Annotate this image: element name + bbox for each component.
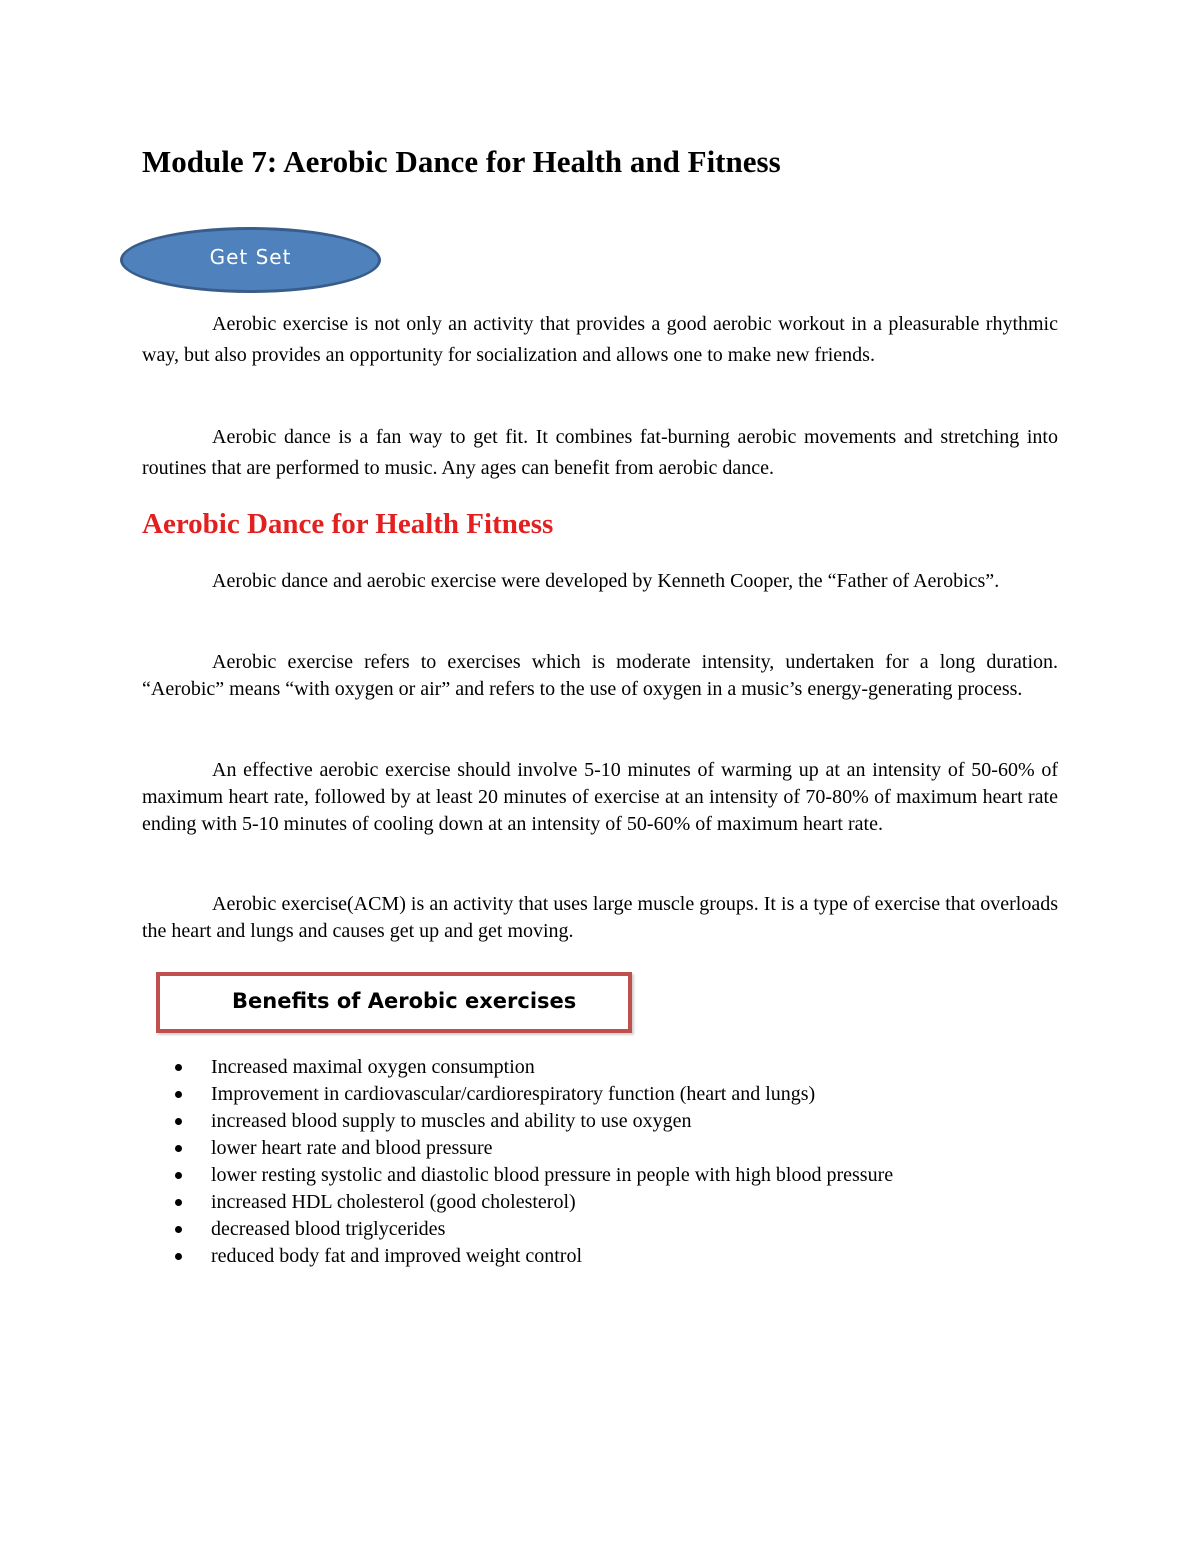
bullet-icon: [175, 1091, 182, 1098]
list-item: [175, 1189, 893, 1216]
list-item: [175, 1135, 893, 1162]
list-item-text: increased blood supply to muscles and ability to use oxygen: [211, 1110, 692, 1132]
list-item: [175, 1108, 893, 1135]
bullet-icon: [175, 1253, 182, 1260]
list-item: [175, 1081, 893, 1108]
bullet-icon: [175, 1064, 182, 1071]
benefits-title: Benefits of Aerobic exercises: [232, 989, 577, 1013]
bullet-icon: [175, 1226, 182, 1233]
bullet-icon: [175, 1172, 182, 1179]
benefits-title-box: [156, 972, 632, 1033]
bullet-icon: [175, 1118, 182, 1125]
intro-paragraph-1: Aerobic exercise is not only an activity that provides a good aerobic workout in a pleasurable rhythmic way, but also provides an opportunity for socialization and allows one to make new friends.: [142, 313, 1058, 366]
list-item: [175, 1216, 893, 1243]
module-title: Module 7: Aerobic Dance for Health and Fitness: [142, 144, 781, 179]
section-paragraph-1: Aerobic dance and aerobic exercise were developed by Kenneth Cooper, the “Father of Aerobics”.: [212, 570, 1000, 592]
section-paragraph-4: Aerobic exercise(ACM) is an activity that uses large muscle groups. It is a type of exercise that overloads the heart and lungs and causes get up and get moving.: [142, 893, 1058, 942]
intro-paragraph-2: Aerobic dance is a fan way to get fit. It combines fat-burning aerobic movements and stretching into routines that are performed to music. Any ages can benefit from aerobic dance.: [142, 426, 1058, 479]
list-item-text: lower resting systolic and diastolic blood pressure in people with high blood pressure: [211, 1164, 894, 1186]
list-item: [175, 1054, 893, 1081]
list-item-text: decreased blood triglycerides: [211, 1218, 446, 1240]
bullet-icon: [175, 1199, 182, 1206]
list-item-text: Improvement in cardiovascular/cardiorespiratory function (heart and lungs): [211, 1083, 816, 1105]
list-item: [175, 1243, 893, 1270]
section-heading: Aerobic Dance for Health Fitness: [142, 508, 554, 540]
bullet-icon: [175, 1145, 182, 1152]
section-paragraph-2: Aerobic exercise refers to exercises which is moderate intensity, undertaken for a long duration. “Aerobic” means “with oxygen or air” and refers to the use of oxygen in a music’s energy-generating process.: [142, 651, 1058, 700]
list-item-text: increased HDL cholesterol (good cholesterol): [211, 1191, 576, 1213]
get-set-label: Get Set: [209, 245, 292, 269]
benefits-list: [175, 1054, 893, 1270]
list-item: [175, 1162, 893, 1189]
section-paragraph-3: An effective aerobic exercise should involve 5-10 minutes of warming up at an intensity of 50-60% of maximum heart rate, followed by at least 20 minutes of exercise at an intensity of 70-80% of maximum heart rate ending with 5-10 minutes of cooling down at an intensity of 50-60% of maximum heart rate.: [142, 759, 1058, 835]
list-item-text: reduced body fat and improved weight control: [211, 1245, 582, 1267]
get-set-badge: [120, 227, 381, 293]
list-item-text: lower heart rate and blood pressure: [211, 1137, 493, 1159]
list-item-text: Increased maximal oxygen consumption: [211, 1056, 535, 1078]
